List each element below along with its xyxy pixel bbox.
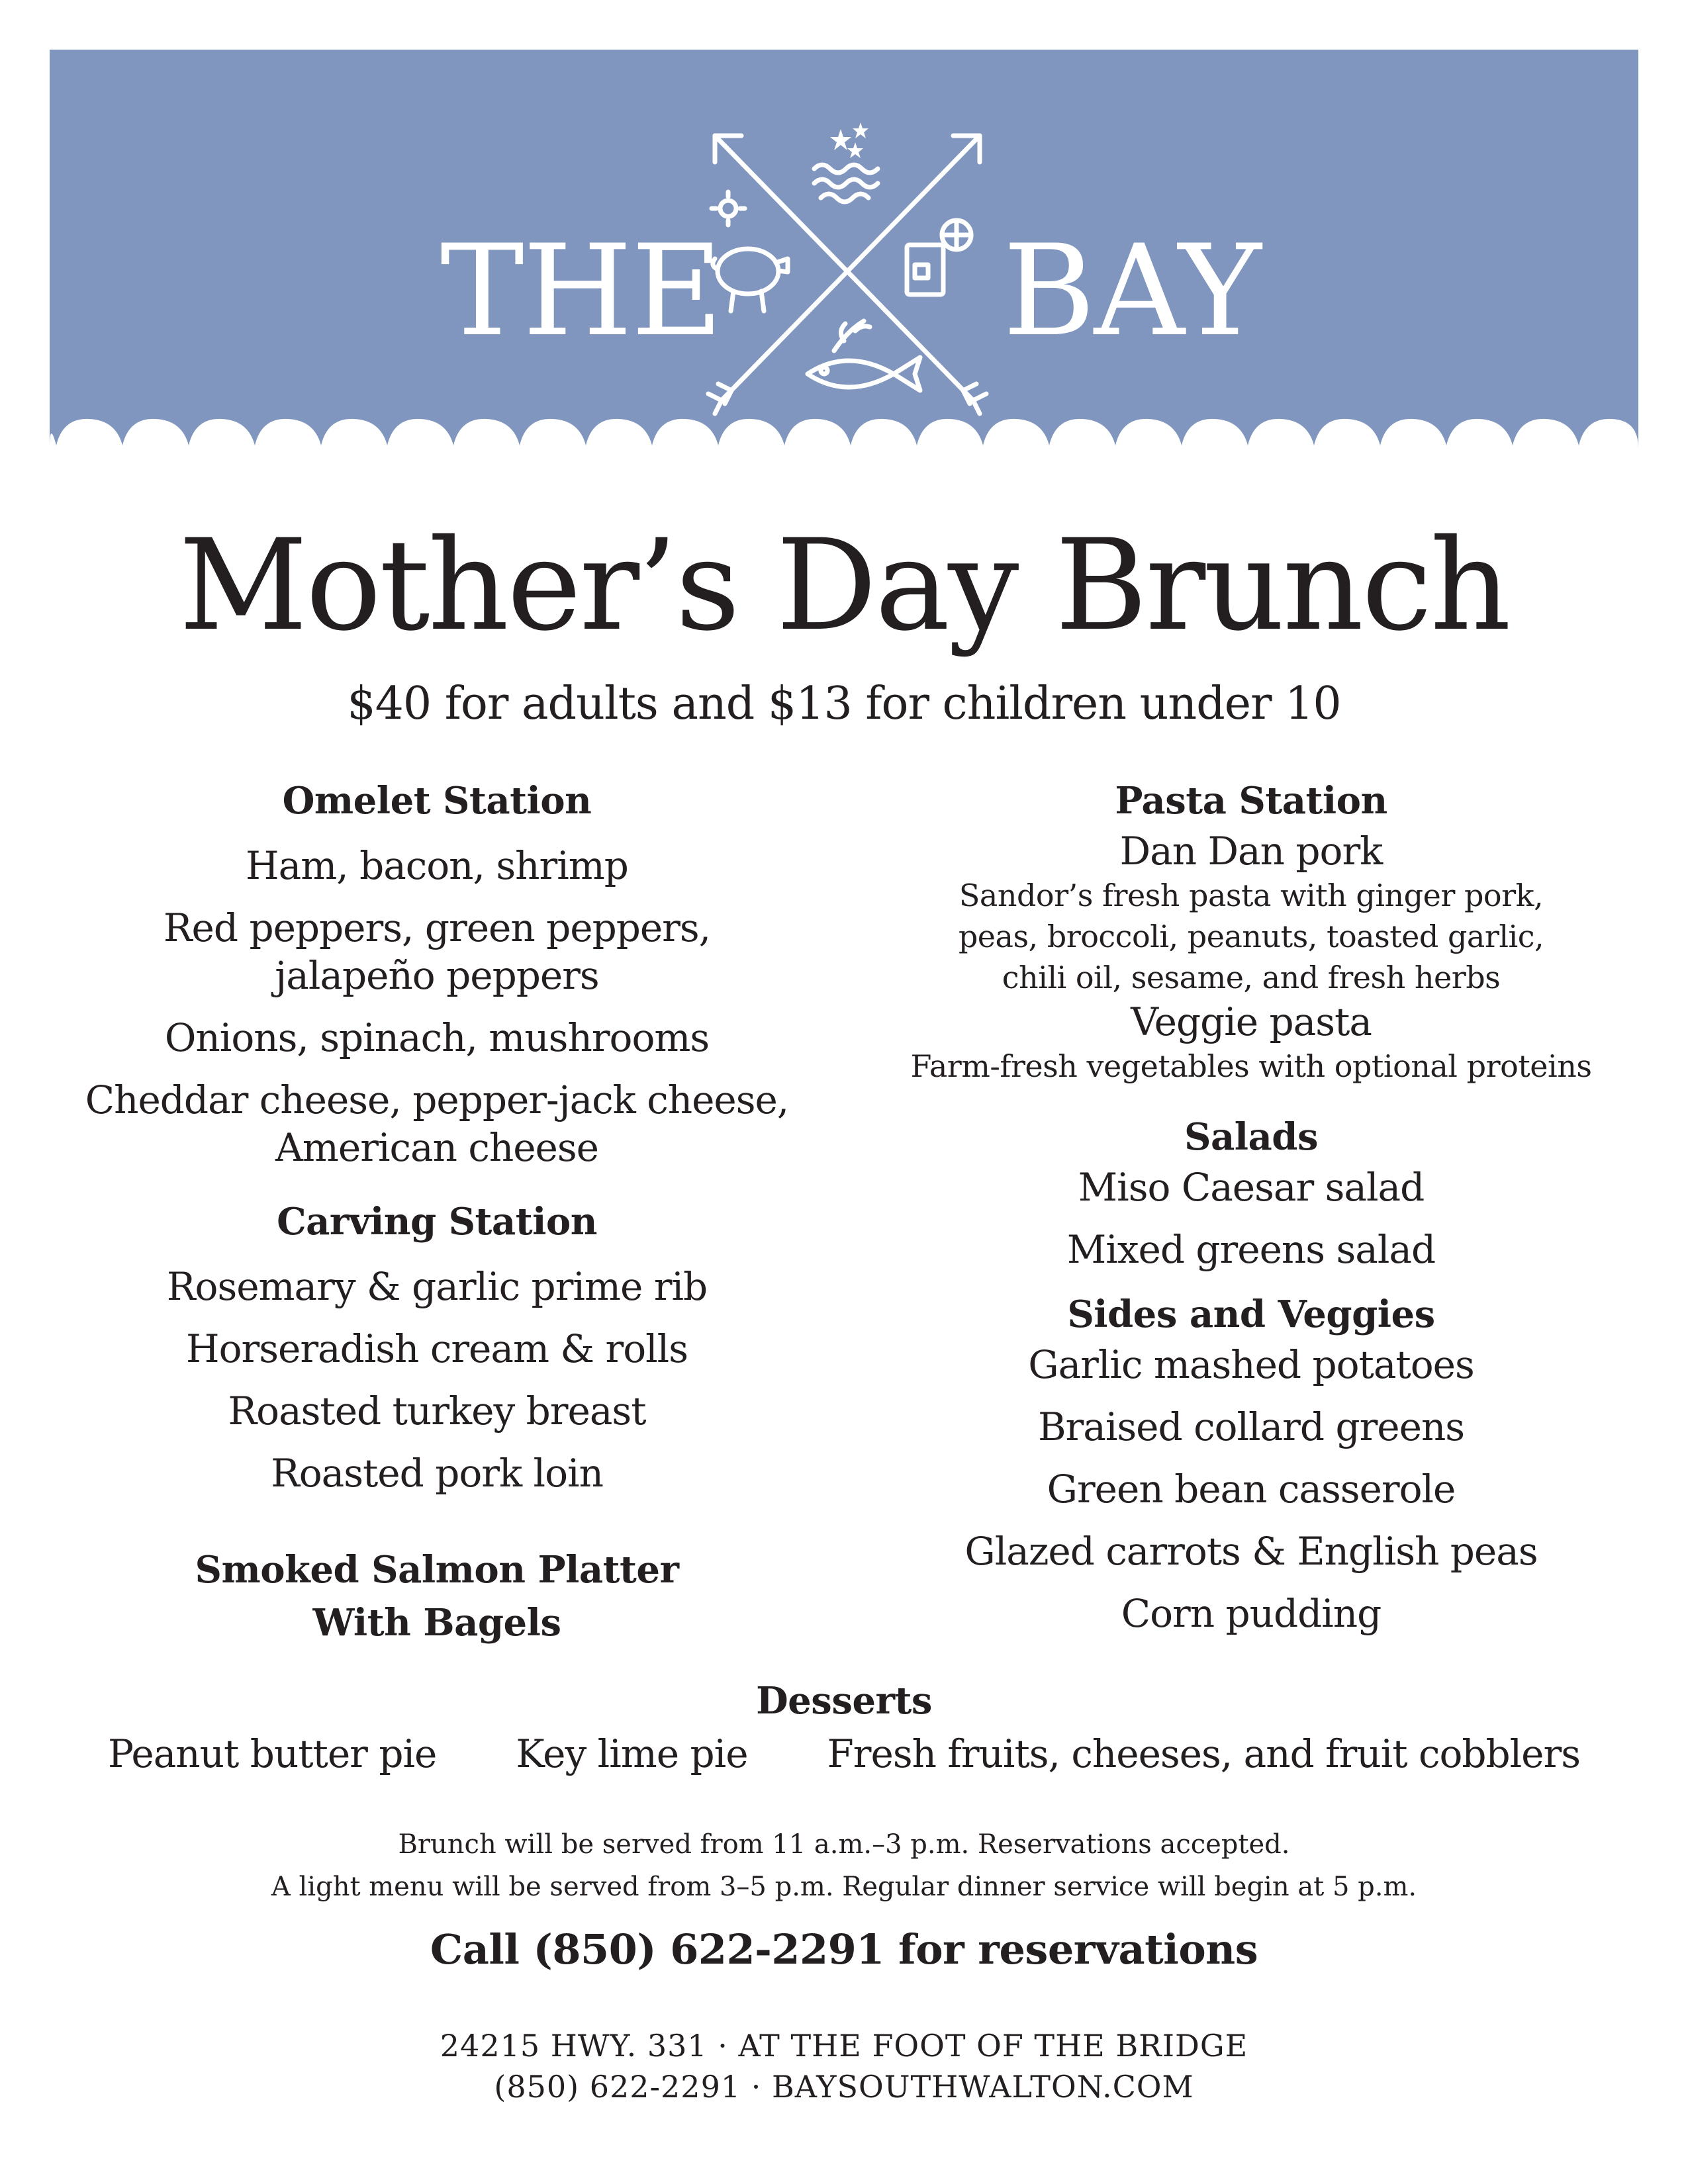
menu-item: Veggie pasta [1131, 999, 1372, 1044]
herb-icon [834, 321, 870, 351]
menu-item: Red peppers, green peppers, [163, 905, 711, 950]
waves-icon [814, 165, 878, 202]
menu-item: Cheddar cheese, pepper-jack cheese, [85, 1077, 789, 1122]
dessert-item: Fresh fruits, cheeses, and fruit cobblers [827, 1731, 1580, 1776]
menu-item: Green bean casserole [1047, 1467, 1456, 1512]
menu-item: Braised collard greens [1037, 1404, 1465, 1449]
menu-item: Dan Dan pork [1119, 829, 1383, 874]
cocktail-icon [907, 220, 971, 295]
service-notes [0, 1823, 1688, 1908]
smoked-salmon-heading: Smoked Salmon Platter [195, 1548, 679, 1592]
carving-station-heading: Carving Station [277, 1200, 597, 1244]
address-block [0, 2025, 1688, 2107]
menu-item: Rosemary & garlic prime rib [166, 1264, 708, 1309]
dessert-item: Peanut butter pie [107, 1731, 437, 1776]
price-subtitle: $40 for adults and $13 for children under 10 [347, 678, 1341, 730]
reservation-call-line: Call (850) 622-2291 for reservations [430, 1925, 1258, 1974]
omelet-station-heading: Omelet Station [282, 779, 592, 823]
right-menu-column [861, 774, 1642, 1637]
menu-item: Roasted turkey breast [228, 1388, 646, 1433]
left-menu-column [66, 774, 808, 1649]
brand-word-the: THE [440, 218, 722, 364]
address-line: 24215 HWY. 331 · AT THE FOOT OF THE BRIDGE [440, 2028, 1248, 2064]
header-banner [50, 50, 1638, 467]
menu-item: American cheese [275, 1125, 598, 1170]
brand-emblem [702, 122, 993, 427]
menu-item-description: Farm-fresh vegetables with optional proteins [910, 1048, 1592, 1084]
light-menu-note: A light menu will be served from 3–5 p.m. Regular dinner service will begin at 5 p.m. [271, 1872, 1417, 1902]
menu-item: Ham, bacon, shrimp [246, 843, 628, 888]
brunch-hours-note: Brunch will be served from 11 a.m.–3 p.m. Reservations accepted. [398, 1829, 1290, 1860]
pasta-station-heading: Pasta Station [1115, 779, 1387, 823]
smoked-salmon-heading-line2: With Bagels [312, 1601, 561, 1645]
menu-item-description: chili oil, sesame, and fresh herbs [1002, 960, 1501, 995]
pig-icon [713, 249, 788, 311]
sides-heading: Sides and Veggies [1067, 1293, 1435, 1336]
menu-item: Mixed greens salad [1066, 1227, 1436, 1272]
fish-icon [808, 357, 920, 390]
desserts-section [0, 1674, 1688, 1780]
menu-item: Roasted pork loin [271, 1451, 603, 1496]
desserts-list [0, 1727, 1688, 1780]
menu-item: Onions, spinach, mushrooms [164, 1015, 710, 1060]
page-title: Mother’s Day Brunch [179, 512, 1509, 659]
menu-item: Horseradish cream & rolls [186, 1326, 688, 1371]
brand-word-bay: BAY [1003, 218, 1260, 364]
salads-heading: Salads [1184, 1115, 1318, 1159]
desserts-heading: Desserts [756, 1679, 932, 1723]
menu-item: Garlic mashed potatoes [1028, 1342, 1474, 1387]
menu-item: Corn pudding [1121, 1591, 1382, 1636]
dessert-item: Key lime pie [516, 1731, 748, 1776]
menu-item-description: peas, broccoli, peanuts, toasted garlic, [958, 919, 1544, 954]
menu-item-description: Sandor’s fresh pasta with ginger pork, [959, 878, 1544, 913]
stars-icon [830, 122, 868, 158]
menu-item: Glazed carrots & English peas [964, 1529, 1538, 1574]
sun-icon [712, 192, 745, 225]
contact-line: (850) 622-2291 · BAYSOUTHWALTON.COM [494, 2069, 1194, 2105]
menu-item: jalapeño peppers [275, 953, 599, 998]
menu-item: Miso Caesar salad [1078, 1165, 1425, 1210]
